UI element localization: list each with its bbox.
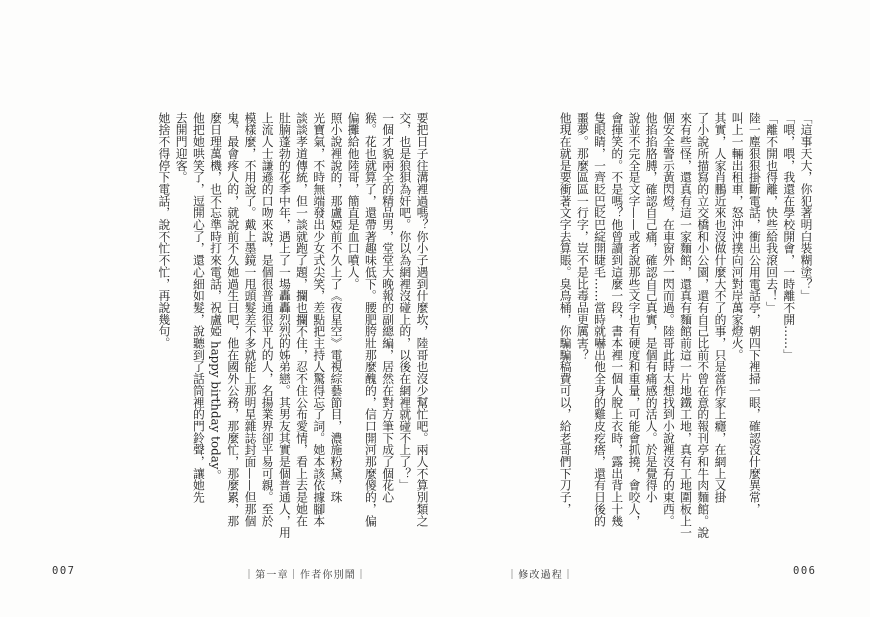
text-line: 會揮笑的。不是嗎？他曾讀到這麼一段，書本裡一個人脫上衣時，露出背上十幾	[609, 112, 624, 527]
text-line: 他把她哄笑了，逗開心了，還心細如髮，說聽到了話筒裡的門鈴聲，讓她先	[191, 112, 206, 504]
text-line: 照小說裡說的，那盧婭前不久上了《夜星空》電視綜藝節目，濃施粉黛，珠	[328, 112, 343, 504]
text-line: 其實，人家肖鵬近來也沒做什麼大不了的事，只是當作家上癮，在網上又掛	[712, 112, 727, 504]
text-line: 交，也是狼狽為奸吧。你以為網裡沒碰上的，以後在網裡就碰不上了？」	[397, 112, 412, 492]
text-line: 陸一塵狠狠掛斷電話，衝出公用電話亭，朝四下裡掃一眼，確認沒什麼異常，	[747, 112, 762, 515]
text-line: 肚腩蓬勃的花季中年，遇上了一場轟轟烈烈的姊弟戀。其男友其實是個普通人，用	[277, 112, 292, 539]
text-line: 偏攤給他陸哥，簡直是血口噴人。	[346, 112, 361, 290]
text-line: 談談孝道傳統，但一談就跑了題，攔也攔不住，忍不住公布愛情，看上去是她在	[294, 112, 309, 527]
page-number-left: 007	[52, 565, 76, 577]
running-head-right: ｜修改過程｜	[507, 570, 575, 581]
text-line: 他現在就是要衝著文字去算賬。臭鳥桶，你騙騙稿費可以，給老哥們下刀子，	[558, 112, 573, 515]
text-line: 噩夢。那麼區區一行字，豈不是比毒品更厲害？	[575, 112, 590, 361]
text-line: 來有些怪，還真有這一家麵館，還真有麵館前這一片地鐵工地，真有工地圍板上一	[678, 112, 693, 539]
text-line: 隻眼睛，一齊眨巴眨巴綻開睫毛……當時就嚇出他全身的雞皮疙瘩，還有日後的	[592, 112, 607, 527]
text-line: 猴。花也就算了，還帶著趣味低下。腰肥胯壯那麼醜的，信口開河那麼傻的，偏	[363, 112, 378, 527]
running-head-left: ｜第一章｜作者你別鬧｜	[244, 570, 368, 581]
text-line: 去開門迎客。	[174, 112, 189, 184]
text-line: 上流人士謙遜的口吻來說，是個很普通很平凡的人，名揚業界卻平易可親。至於	[260, 112, 275, 527]
text-line: 了小說所描寫的立交橋和小公園，還有自己比前不曾在意的報刊亭和牛肉麵館。說	[695, 112, 710, 539]
text-line: 「離不開也得離，快些給我滾回去！」	[764, 112, 779, 314]
text-line: 他掐掐胳膊，確認自己痛，確認自己真實，是個有痛感的活人。於是覺得小	[644, 112, 659, 504]
text-line: 光寶氣，不時無端發出少女式尖笑，差點把主持人驚得忘了詞。她本該依據腳本	[311, 112, 326, 527]
text-line: 她捨不得停下電話，說不忙不忙，再說幾句。	[156, 112, 171, 349]
right-page-text	[512, 112, 817, 594]
text-line: 一個才貌兩全的精品男，堂堂大晚報的副總編，居然在對方筆下成了個花心	[380, 112, 395, 504]
text-line: 叫上一輛出租車，怒沖沖撲向河對岸萬家燈火。	[730, 112, 745, 361]
text-line: 麼日理萬機，也不忘準時打來電話，祝盧婭 happy birthday today。	[208, 112, 223, 482]
text-line: 「這事天大，你犯著明白裝糊塗？」	[799, 112, 813, 302]
text-line: 模樣麼，不用說了。戴上墨鏡一甩頭髮差不多就能上那明星雜誌封面——但那個	[242, 112, 257, 527]
text-line: 要把日子往溝裡過嗎？你小子遇到什麼坎，陸哥也沒少幫忙吧。兩人不算別類之	[415, 112, 429, 527]
left-page-text	[108, 112, 430, 594]
page-number-right: 006	[793, 565, 817, 577]
text-line: 「喂，喂，我還在學校開會，一時離不開……」	[781, 112, 796, 361]
text-line: 鬼，最會疼人的，就說前不久她過生日吧，他在國外公務，那麼忙，那麼累，那	[225, 112, 240, 527]
text-line: 說並不完全是文字——或者說那些文字也有硬度和重量，可能會抓撓，會咬人，	[626, 112, 641, 527]
text-line: 個安全警示黃閃燈，在車窗外一閃而過。陸哥此時太想找到小說裡沒有的東西。	[661, 112, 676, 527]
